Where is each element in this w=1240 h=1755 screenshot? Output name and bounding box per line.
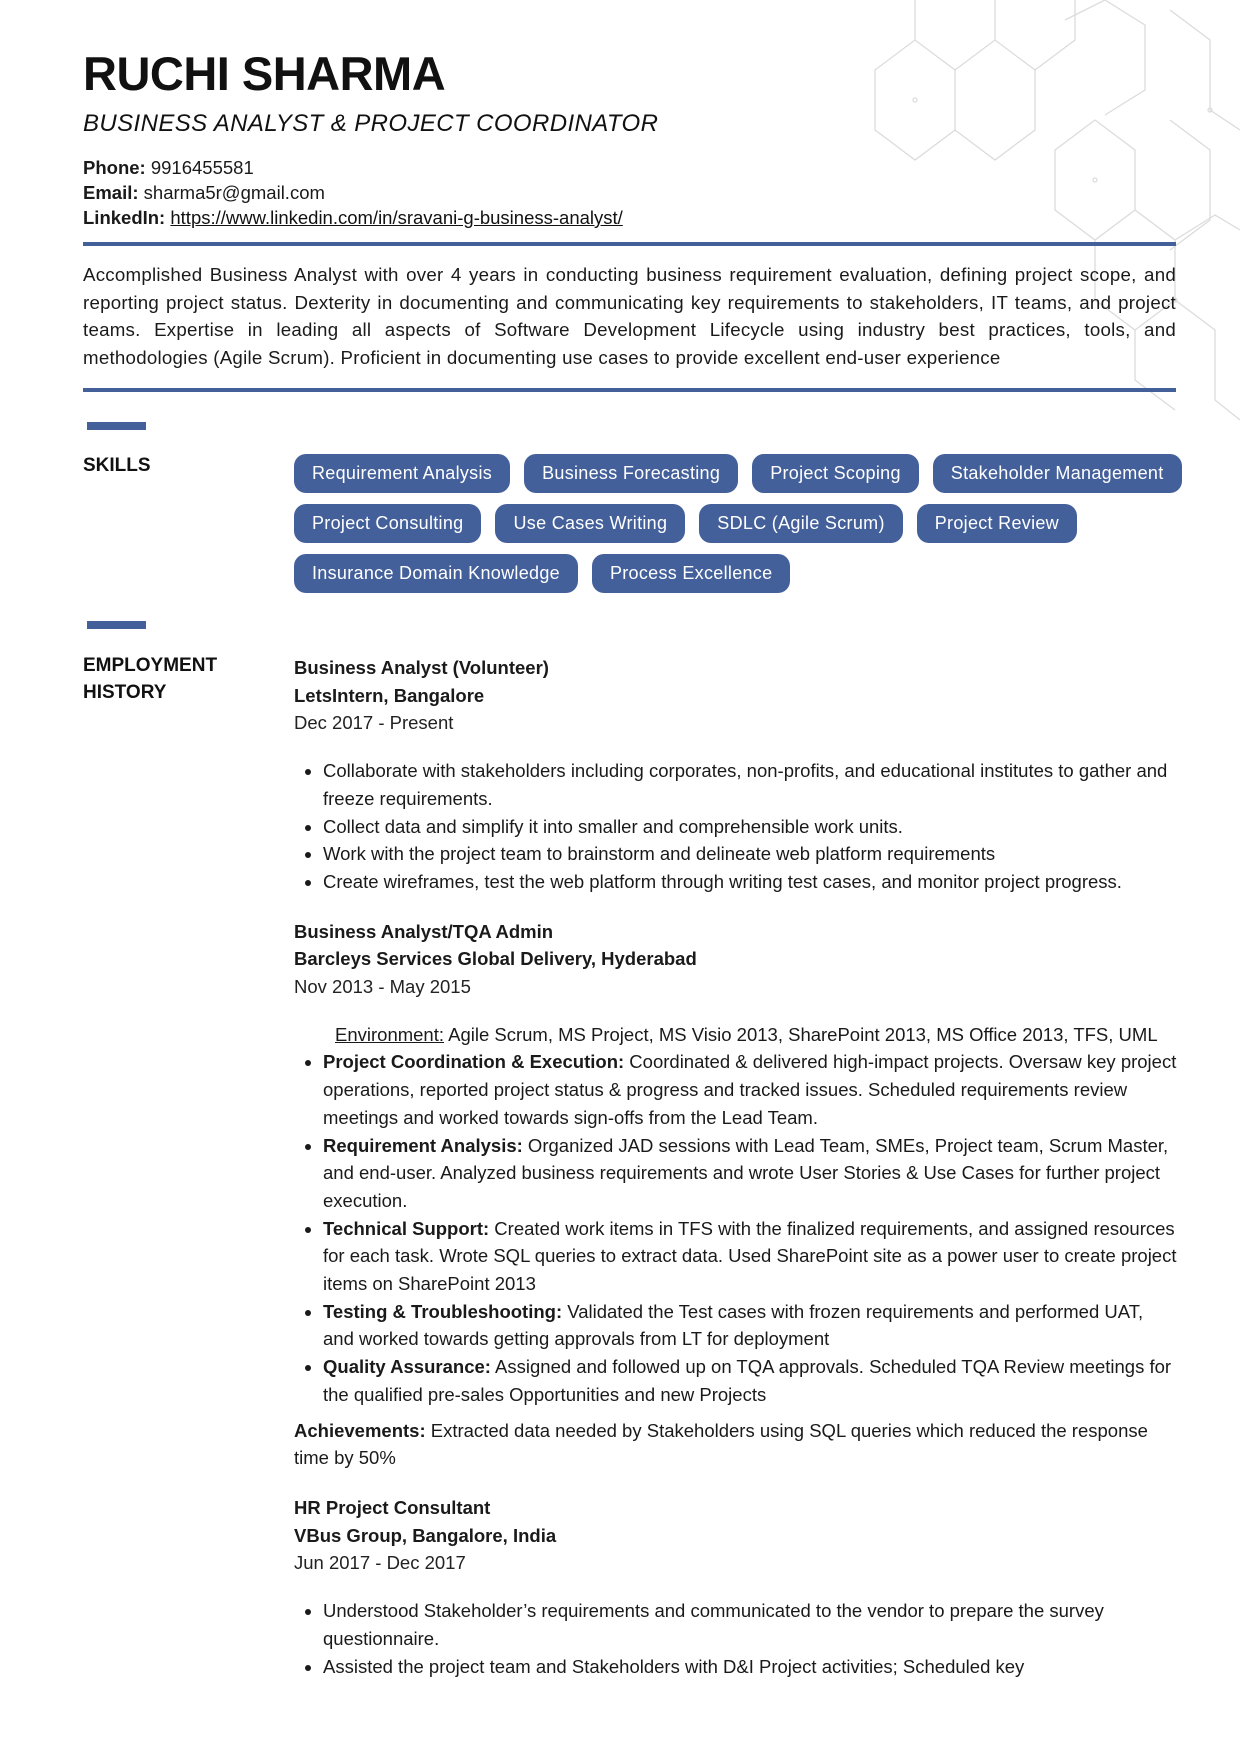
section-accent-bar: [87, 422, 146, 430]
achievements-label: Achievements:: [294, 1419, 426, 1441]
job-title: HR Project Consultant: [294, 1496, 491, 1518]
job-bullet: [323, 1132, 1179, 1215]
job-bullet: • Assisted the project team and Stakeholders with D&I Project activities; Scheduled key: [323, 1653, 1179, 1681]
job-company: LetsIntern, Bangalore: [294, 684, 485, 706]
bullet-text: Created work items in TFS with the finalized requirements, and assigned resources for each task. Wrote SQL queries to extract data. Used SharePoint site as a power user to create project items on SharePoint 2013: [323, 1217, 1177, 1295]
bullet-label: Technical Support:: [323, 1217, 490, 1239]
job-dates: Dec 2017 - Present: [294, 712, 454, 734]
job-bullets: [294, 1597, 1179, 1680]
skills-list: [294, 454, 1234, 604]
skill-chip: Use Cases Writing: [495, 504, 685, 543]
environment-value: Agile Scrum, MS Project, MS Visio 2013, SharePoint 2013, MS Office 2013, TFS, UML: [444, 1023, 1158, 1045]
job-entry: [294, 918, 1179, 1472]
employment-heading-line1: EMPLOYMENT: [83, 655, 218, 676]
job-entry: [294, 654, 1179, 896]
job-bullets: [294, 1048, 1179, 1408]
linkedin-label: LinkedIn:: [83, 207, 166, 228]
skill-chip: Stakeholder Management: [933, 454, 1182, 493]
linkedin-line: [83, 205, 623, 230]
bullet-label: Requirement Analysis:: [323, 1134, 523, 1156]
job-dates: Jun 2017 - Dec 2017: [294, 1552, 466, 1574]
candidate-name: RUCHI SHARMA: [83, 47, 446, 100]
bullet-text: Coordinated & delivered high-impact projects. Oversaw key project operations, reported project status & progress and tracked issues. Scheduled requirements review meetings and worked towards sign-offs from the Lead Team.: [323, 1051, 1177, 1128]
job-company: Barcleys Services Global Delivery, Hyderabad: [294, 948, 697, 970]
job-achievements: [294, 1417, 1179, 1472]
skills-heading: SKILLS: [83, 455, 151, 476]
skill-chip: Requirement Analysis: [294, 454, 510, 493]
job-bullet: [323, 1215, 1179, 1298]
job-bullet: [323, 1353, 1179, 1408]
job-bullet: [323, 1298, 1179, 1353]
phone-label: Phone:: [83, 157, 146, 178]
bullet-text: Organized JAD sessions with Lead Team, SMEs, Project team, Scrum Master, and end-user. Analyzed business requirements and wrote User Stories & Use Cases for further project execution.: [323, 1134, 1169, 1211]
job-bullet: • Understood Stakeholder’s requirements and communicated to the vendor to prepare the survey questionnaire.: [323, 1597, 1179, 1652]
employment-heading: [83, 652, 217, 706]
skill-chip: Project Consulting: [294, 504, 481, 543]
phone-line: [83, 155, 623, 180]
skills-row: [294, 454, 1234, 493]
job-bullet: • Collect data and simplify it into smaller and comprehensible work units.: [323, 813, 1179, 841]
bullet-label: Project Coordination & Execution:: [323, 1051, 625, 1073]
linkedin-link[interactable]: https://www.linkedin.com/in/sravani-g-business-analyst/: [170, 207, 623, 228]
bullet-label: Testing & Troubleshooting:: [323, 1300, 563, 1322]
contact-info: [83, 155, 623, 230]
skill-chip: Business Forecasting: [524, 454, 738, 493]
skill-chip: Project Scoping: [752, 454, 919, 493]
bullet-label: Quality Assurance:: [323, 1356, 491, 1378]
skills-row: [294, 554, 1234, 593]
achievements-text: Extracted data needed by Stakeholders using SQL queries which reduced the response time by 50%: [294, 1419, 1148, 1469]
skill-chip: Project Review: [917, 504, 1077, 543]
email-value: sharma5r@gmail.com: [143, 182, 325, 203]
job-title: Business Analyst/TQA Admin: [294, 920, 554, 942]
bullet-text: Validated the Test cases with frozen requirements and performed UAT, and worked towards getting approvals from LT for deployment: [323, 1300, 1144, 1350]
job-entry: [294, 1494, 1179, 1680]
job-environment: [335, 1021, 1179, 1049]
skill-chip: Insurance Domain Knowledge: [294, 554, 578, 593]
professional-summary: Accomplished Business Analyst with over 4 years in conducting business requirement evaluation, defining project scope, and reporting project status. Dexterity in documenting and communicating key requirements to stakeholders, IT teams, and project teams. Expertise in leading all aspects of Software Development Lifecycle using industry best practices, tools, and methodologies (Agile Scrum). Proficient in documenting use cases to provide excellent end-user experience: [83, 264, 1176, 369]
skills-row: [294, 504, 1234, 543]
employment-list: [294, 654, 1179, 1702]
job-bullet: • Work with the project team to brainstorm and delineate web platform requirements: [323, 840, 1179, 868]
email-line: [83, 180, 623, 205]
bullet-text: Assigned and followed up on TQA approvals. Scheduled TQA Review meetings for the qualified pre-sales Opportunities and new Projects: [323, 1356, 1172, 1405]
job-bullet: • Collaborate with stakeholders including corporates, non-profits, and educational institutes to gather and freeze requirements.: [323, 757, 1179, 812]
divider: [83, 242, 1176, 246]
candidate-title: BUSINESS ANALYST & PROJECT COORDINATOR: [83, 110, 659, 137]
employment-heading-line2: HISTORY: [83, 682, 167, 703]
job-company: VBus Group, Bangalore, India: [294, 1524, 557, 1546]
environment-label: Environment:: [335, 1023, 444, 1045]
job-bullet: • Create wireframes, test the web platform through writing test cases, and monitor project progress.: [323, 868, 1179, 896]
job-bullet: [323, 1048, 1179, 1131]
job-title: Business Analyst (Volunteer): [294, 657, 549, 678]
email-label: Email:: [83, 182, 139, 203]
job-dates: Nov 2013 - May 2015: [294, 976, 471, 998]
job-bullets: [294, 757, 1179, 896]
divider: [83, 388, 1176, 392]
skill-chip: SDLC (Agile Scrum): [699, 504, 902, 543]
phone-value: 9916455581: [150, 157, 254, 178]
section-accent-bar: [87, 621, 146, 629]
skill-chip: Process Excellence: [592, 554, 790, 593]
